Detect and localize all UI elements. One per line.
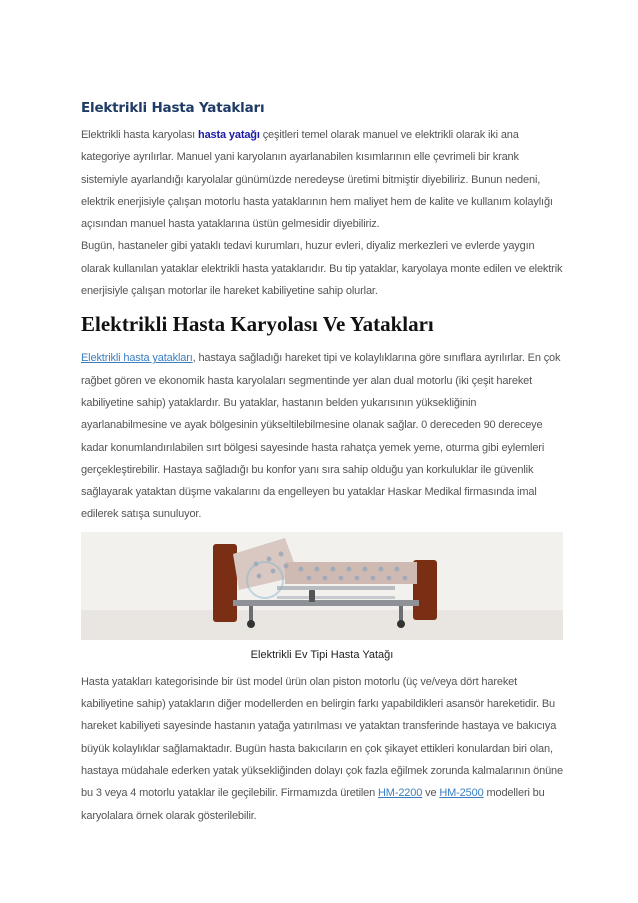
document-content — [81, 100, 563, 827]
elektrikli-hasta-yataklari-link[interactable]: Elektrikli hasta yatakları — [81, 352, 193, 365]
hm-2500-link[interactable]: HM-2500 — [439, 787, 484, 800]
hospital-bed-image — [81, 532, 563, 640]
section2-heading: Elektrikli Hasta Karyolası Ve Yatakları — [81, 312, 434, 337]
section1-heading: Elektrikli Hasta Yatakları — [81, 100, 265, 116]
p2-text-before: Hasta yatakları kategorisinde bir üst model ürün olan piston motorlu (üç ve/veya dört hareket kabiliyetine sahip) yatakların diğer modellerden en belirgin farkı yapabildikleri asansör hareketidir. Bu hareket kabiliyeti sayesinde hastanın yatağa yatırılması ve yataktan transferinde hastaya ve bakıcıya büyük kolaylıklar sağlamaktadır. Bugün hasta bakıcıların en çok şikayet ettikleri konulardan biri olan, hastaya müdahale ederken yatak yüksekliğinden dolayı çok fazla eğilmek zorunda kalmalarının önüne bu 3 veya 4 motorlu yataklar ile geçilebilir. Firmamızda üretilen — [81, 675, 563, 800]
p1-text-after: , hastaya sağladığı hareket tipi ve kolaylıklarına göre sınıflara ayrılırlar. En çok rağbet gören ve ekonomik hasta karyolaları segmentinde yer alan dual motorlu (iki çeşit hareket kabiliyetine sahip) yataklardır. Bu yataklar, hastanın belden yukarısının yüksekliğinin ayarlanabilmesine ve ayak bölgesinin yükseltilebilmesine olanak sağlar. 0 dereceden 90 dereceye kadar konumlandırılabilen sırt bölgesi sayesinde hasta rahatça yemek yeme, oturma gibi eylemleri gerçekleştirebilir. Hastaya sağladığı bu konfor yanı sıra sahip olduğu yan korkuluklar ile güvenlik sağlayarak yataktan düşme vakalarını da engelleyen bu yataklar Haskar Medikal firmasında imal edilerek satışa sunuluyor. — [81, 352, 561, 521]
figure-caption: Elektrikli Ev Tipi Hasta Yatağı — [250, 648, 394, 661]
hospital-bed-illustration — [81, 532, 563, 640]
section2-paragraph-2 — [81, 671, 563, 827]
p2-text-after: modelleri bu karyolalara örnek olarak gösterilebilir. — [81, 787, 545, 822]
hm-2200-link[interactable]: HM-2200 — [378, 787, 423, 800]
p1-text-before: Elektrikli hasta karyolası — [81, 129, 198, 141]
section1-paragraph-2: Bugün, hastaneler gibi yataklı tedavi kurumları, huzur evleri, diyaliz merkezleri ve evlerde yaygın olarak kullanılan yataklar elektrikli hasta yataklarıdır. Bu tip yataklar, karyolaya monte edilen ve elektrik enerjisiyle çalışan motorlar ile hareket kabiliyetine sahip olurlar. — [81, 240, 563, 298]
hasta-yatagi-link[interactable]: hasta yatağı — [198, 129, 260, 141]
section2-paragraph-1 — [81, 347, 563, 525]
p1-text-after: çeşitleri temel olarak manuel ve elektrikli olarak iki ana kategoriye ayrılırlar. Manuel yani karyolanın ayarlanabilen kısımlarının elle çevrimeli bir krank sistemiyle ayarlandığı karyolalar günümüzde neredeyse üretimi bitmiştir diyebiliriz. Bunun nedeni, elektrik enerjisiyle çalışan motorlu hasta yataklarının hem maliyet hem de kalite ve kullanım kolaylığı açısından manuel hasta yataklarına üstün gelmesidir diyebiliriz. — [81, 129, 553, 231]
p2-text-mid: ve — [422, 787, 440, 800]
section1-paragraph-1 — [81, 124, 563, 235]
